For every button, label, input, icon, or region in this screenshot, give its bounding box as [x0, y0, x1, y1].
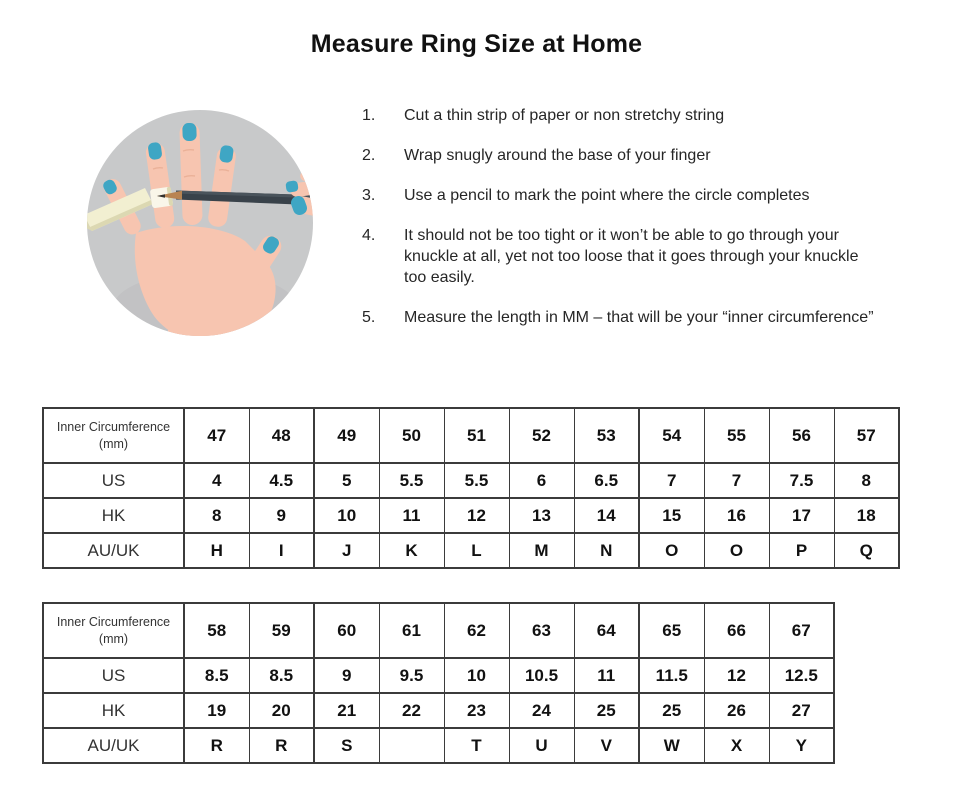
- table-cell: X: [704, 728, 769, 763]
- row-label: Inner Circumference (mm): [43, 603, 184, 658]
- table-cell: K: [379, 533, 444, 568]
- table-cell: O: [639, 533, 704, 568]
- table-cell: 14: [574, 498, 639, 533]
- table-cell: T: [444, 728, 509, 763]
- row-label: AU/UK: [43, 728, 184, 763]
- table-cell: 7.5: [769, 463, 834, 498]
- list-item: [362, 225, 878, 288]
- table-cell: 11: [379, 498, 444, 533]
- table-cell: M: [509, 533, 574, 568]
- list-item: [362, 185, 878, 206]
- step-text: Use a pencil to mark the point where the circle completes: [404, 187, 810, 204]
- table-cell: 9: [249, 498, 314, 533]
- table-cell: Y: [769, 728, 834, 763]
- table-cell: N: [574, 533, 639, 568]
- table-cell: 61: [379, 603, 444, 658]
- table-cell: 22: [379, 693, 444, 728]
- list-item: [362, 145, 878, 166]
- table-cell: 8.5: [184, 658, 249, 693]
- table-cell: 57: [834, 408, 899, 463]
- table-cell: R: [249, 728, 314, 763]
- table-cell: 9: [314, 658, 379, 693]
- table-cell: 19: [184, 693, 249, 728]
- table-cell: Q: [834, 533, 899, 568]
- row-label: Inner Circumference (mm): [43, 408, 184, 463]
- list-item: [362, 105, 878, 126]
- table-cell: 56: [769, 408, 834, 463]
- table-cell: 8.5: [249, 658, 314, 693]
- table-cell: 8: [834, 463, 899, 498]
- table-cell: 67: [769, 603, 834, 658]
- table-row: [43, 408, 899, 463]
- row-label: US: [43, 658, 184, 693]
- table-cell: 17: [769, 498, 834, 533]
- table-cell: 12.5: [769, 658, 834, 693]
- table-cell: 12: [704, 658, 769, 693]
- table-cell: 24: [509, 693, 574, 728]
- table-row: [43, 463, 899, 498]
- step-number: 2.: [362, 147, 376, 164]
- table-cell: 62: [444, 603, 509, 658]
- table-cell: 12: [444, 498, 509, 533]
- table-cell: O: [704, 533, 769, 568]
- table-cell: 59: [249, 603, 314, 658]
- table-cell: R: [184, 728, 249, 763]
- table-cell: 11: [574, 658, 639, 693]
- table-cell: S: [314, 728, 379, 763]
- table-cell: 55: [704, 408, 769, 463]
- table-cell: 20: [249, 693, 314, 728]
- ring-size-table-2: [42, 602, 835, 764]
- table-cell: J: [314, 533, 379, 568]
- table-cell: [379, 728, 444, 763]
- table-cell: 21: [314, 693, 379, 728]
- table-cell: 64: [574, 603, 639, 658]
- table-cell: 9.5: [379, 658, 444, 693]
- table-cell: 15: [639, 498, 704, 533]
- table-cell: 50: [379, 408, 444, 463]
- table-row: [43, 658, 834, 693]
- page-title: Measure Ring Size at Home: [310, 30, 643, 58]
- hand-illustration-svg: [72, 95, 332, 355]
- table-cell: 60: [314, 603, 379, 658]
- table-cell: 48: [249, 408, 314, 463]
- row-label: US: [43, 463, 184, 498]
- table-cell: 10: [444, 658, 509, 693]
- table-cell: 58: [184, 603, 249, 658]
- table-cell: 53: [574, 408, 639, 463]
- step-number: 4.: [362, 227, 376, 244]
- table-cell: 18: [834, 498, 899, 533]
- table-cell: 27: [769, 693, 834, 728]
- table-cell: L: [444, 533, 509, 568]
- step-text: Measure the length in MM – that will be your “inner circumference”: [404, 309, 874, 326]
- size-tables: [42, 407, 900, 764]
- step-text: Cut a thin strip of paper or non stretchy string: [404, 107, 725, 124]
- table-row: [43, 498, 899, 533]
- table-cell: 5.5: [444, 463, 509, 498]
- table-cell: 47: [184, 408, 249, 463]
- table-cell: H: [184, 533, 249, 568]
- table-cell: 16: [704, 498, 769, 533]
- table-cell: 5: [314, 463, 379, 498]
- table-cell: 11.5: [639, 658, 704, 693]
- row-label: HK: [43, 498, 184, 533]
- row-label: HK: [43, 693, 184, 728]
- table-cell: 4: [184, 463, 249, 498]
- table-cell: 7: [704, 463, 769, 498]
- table-cell: 26: [704, 693, 769, 728]
- table-cell: 63: [509, 603, 574, 658]
- table-cell: 52: [509, 408, 574, 463]
- ring-size-table-1: [42, 407, 900, 569]
- table-row: [43, 533, 899, 568]
- table-cell: 51: [444, 408, 509, 463]
- row-label: AU/UK: [43, 533, 184, 568]
- table-cell: 54: [639, 408, 704, 463]
- step-text: It should not be too tight or it won’t be able to go through your knuckle at all, yet not too loose that it goes through your knuckle too easily.: [404, 227, 859, 286]
- table-cell: 25: [574, 693, 639, 728]
- table-cell: 10.5: [509, 658, 574, 693]
- table-row: [43, 728, 834, 763]
- table-cell: 7: [639, 463, 704, 498]
- step-text: Wrap snugly around the base of your finger: [404, 147, 711, 164]
- table-cell: 6: [509, 463, 574, 498]
- step-number: 5.: [362, 309, 376, 326]
- step-number: 3.: [362, 187, 376, 204]
- table-row: [43, 693, 834, 728]
- table-cell: U: [509, 728, 574, 763]
- table-cell: 23: [444, 693, 509, 728]
- table-cell: 66: [704, 603, 769, 658]
- table-row: [43, 603, 834, 658]
- table-cell: 8: [184, 498, 249, 533]
- table-cell: P: [769, 533, 834, 568]
- table-cell: 49: [314, 408, 379, 463]
- table-cell: 6.5: [574, 463, 639, 498]
- table-cell: V: [574, 728, 639, 763]
- table-cell: 65: [639, 603, 704, 658]
- step-number: 1.: [362, 107, 376, 124]
- list-item: [362, 307, 878, 328]
- table-cell: 10: [314, 498, 379, 533]
- table-cell: 5.5: [379, 463, 444, 498]
- table-cell: 25: [639, 693, 704, 728]
- hand-measure-illustration: [72, 95, 332, 355]
- table-cell: 13: [509, 498, 574, 533]
- table-cell: 4.5: [249, 463, 314, 498]
- table-cell: W: [639, 728, 704, 763]
- instruction-list: [362, 105, 878, 347]
- table-cell: I: [249, 533, 314, 568]
